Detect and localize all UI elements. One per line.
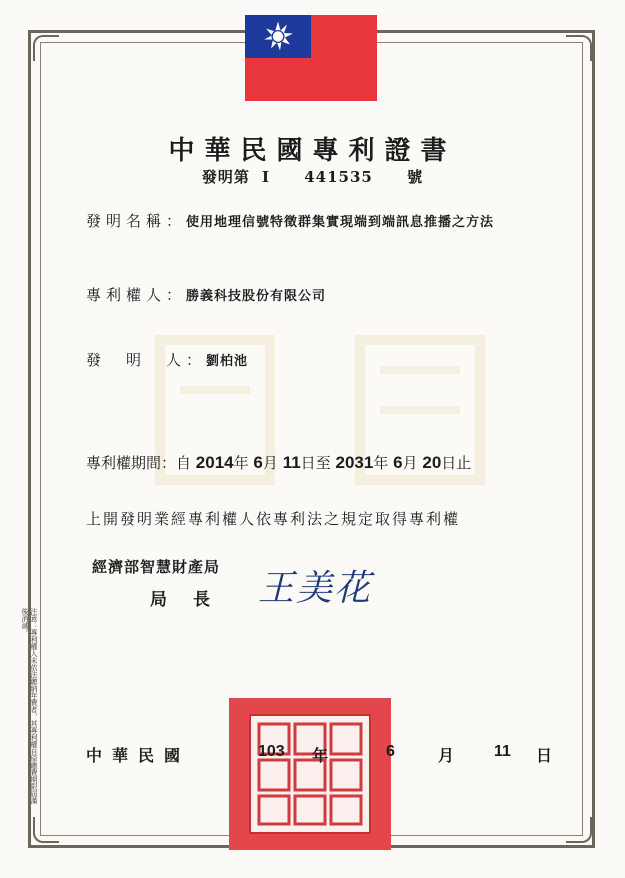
date-month: 6 bbox=[386, 743, 395, 760]
term-end-month: 6 bbox=[393, 453, 403, 472]
term-end-suffix: 日止 bbox=[441, 454, 472, 472]
invention-name-value: 使用地理信號特徵群集實現端到端訊息推播之方法 bbox=[186, 215, 495, 230]
number-prefix: 發明第 bbox=[201, 168, 250, 186]
corner-ornament bbox=[33, 35, 59, 61]
number-value: 441535 bbox=[304, 168, 373, 186]
patent-number bbox=[0, 166, 625, 187]
director-signature: 王美花 bbox=[258, 568, 373, 609]
director-title: 局長 bbox=[150, 590, 236, 610]
patentee-row bbox=[86, 284, 326, 305]
date-day: 11 bbox=[494, 743, 511, 760]
official-seal-icon bbox=[229, 698, 391, 850]
inventor-row bbox=[86, 349, 248, 370]
date-day-unit: 日 bbox=[536, 746, 553, 765]
patentee-label: 專利權人： bbox=[86, 286, 187, 304]
date-month-unit: 月 bbox=[438, 746, 455, 765]
legal-notes: 注意：專利權人未依法繳納年費者，其專利權自原繳費期限屆滿後消滅。 bbox=[21, 608, 38, 804]
date-era: 中華民國 bbox=[86, 746, 191, 765]
term-end-year: 2031 bbox=[335, 453, 374, 472]
term-month-unit: 月 bbox=[402, 454, 418, 472]
patent-term bbox=[86, 452, 471, 473]
date-year-unit: 年 bbox=[312, 746, 329, 765]
corner-ornament bbox=[33, 817, 59, 843]
term-end-day: 20 bbox=[422, 453, 442, 472]
grant-statement: 上開發明業經專利權人依專利法之規定取得專利權 bbox=[86, 510, 461, 528]
term-to: 至 bbox=[315, 454, 331, 472]
inventor-value: 劉柏池 bbox=[206, 354, 249, 369]
corner-ornament bbox=[566, 817, 592, 843]
number-suffix: 號 bbox=[407, 168, 424, 186]
invention-name-row bbox=[86, 210, 494, 231]
term-year-unit: 年 bbox=[233, 454, 249, 472]
date-year: 103 bbox=[258, 743, 285, 760]
national-flag-icon bbox=[245, 15, 377, 101]
patentee-value: 勝義科技股份有限公司 bbox=[186, 289, 327, 304]
inventor-label: 發 明 人： bbox=[86, 351, 207, 369]
term-start-month: 6 bbox=[253, 453, 263, 472]
issuing-agency: 經濟部智慧財產局 bbox=[92, 558, 221, 576]
term-start-day: 11 bbox=[282, 453, 301, 472]
term-month-unit: 月 bbox=[262, 454, 278, 472]
corner-ornament bbox=[566, 35, 592, 61]
number-letter: I bbox=[261, 168, 270, 186]
term-start-year: 2014 bbox=[195, 453, 234, 472]
term-year-unit: 年 bbox=[373, 454, 389, 472]
term-day-unit: 日 bbox=[300, 454, 316, 472]
term-label: 專利權期間：自 bbox=[86, 454, 192, 472]
invention-name-label: 發明名稱： bbox=[86, 212, 187, 230]
certificate-title: 中華民國專利證書 bbox=[168, 136, 457, 166]
